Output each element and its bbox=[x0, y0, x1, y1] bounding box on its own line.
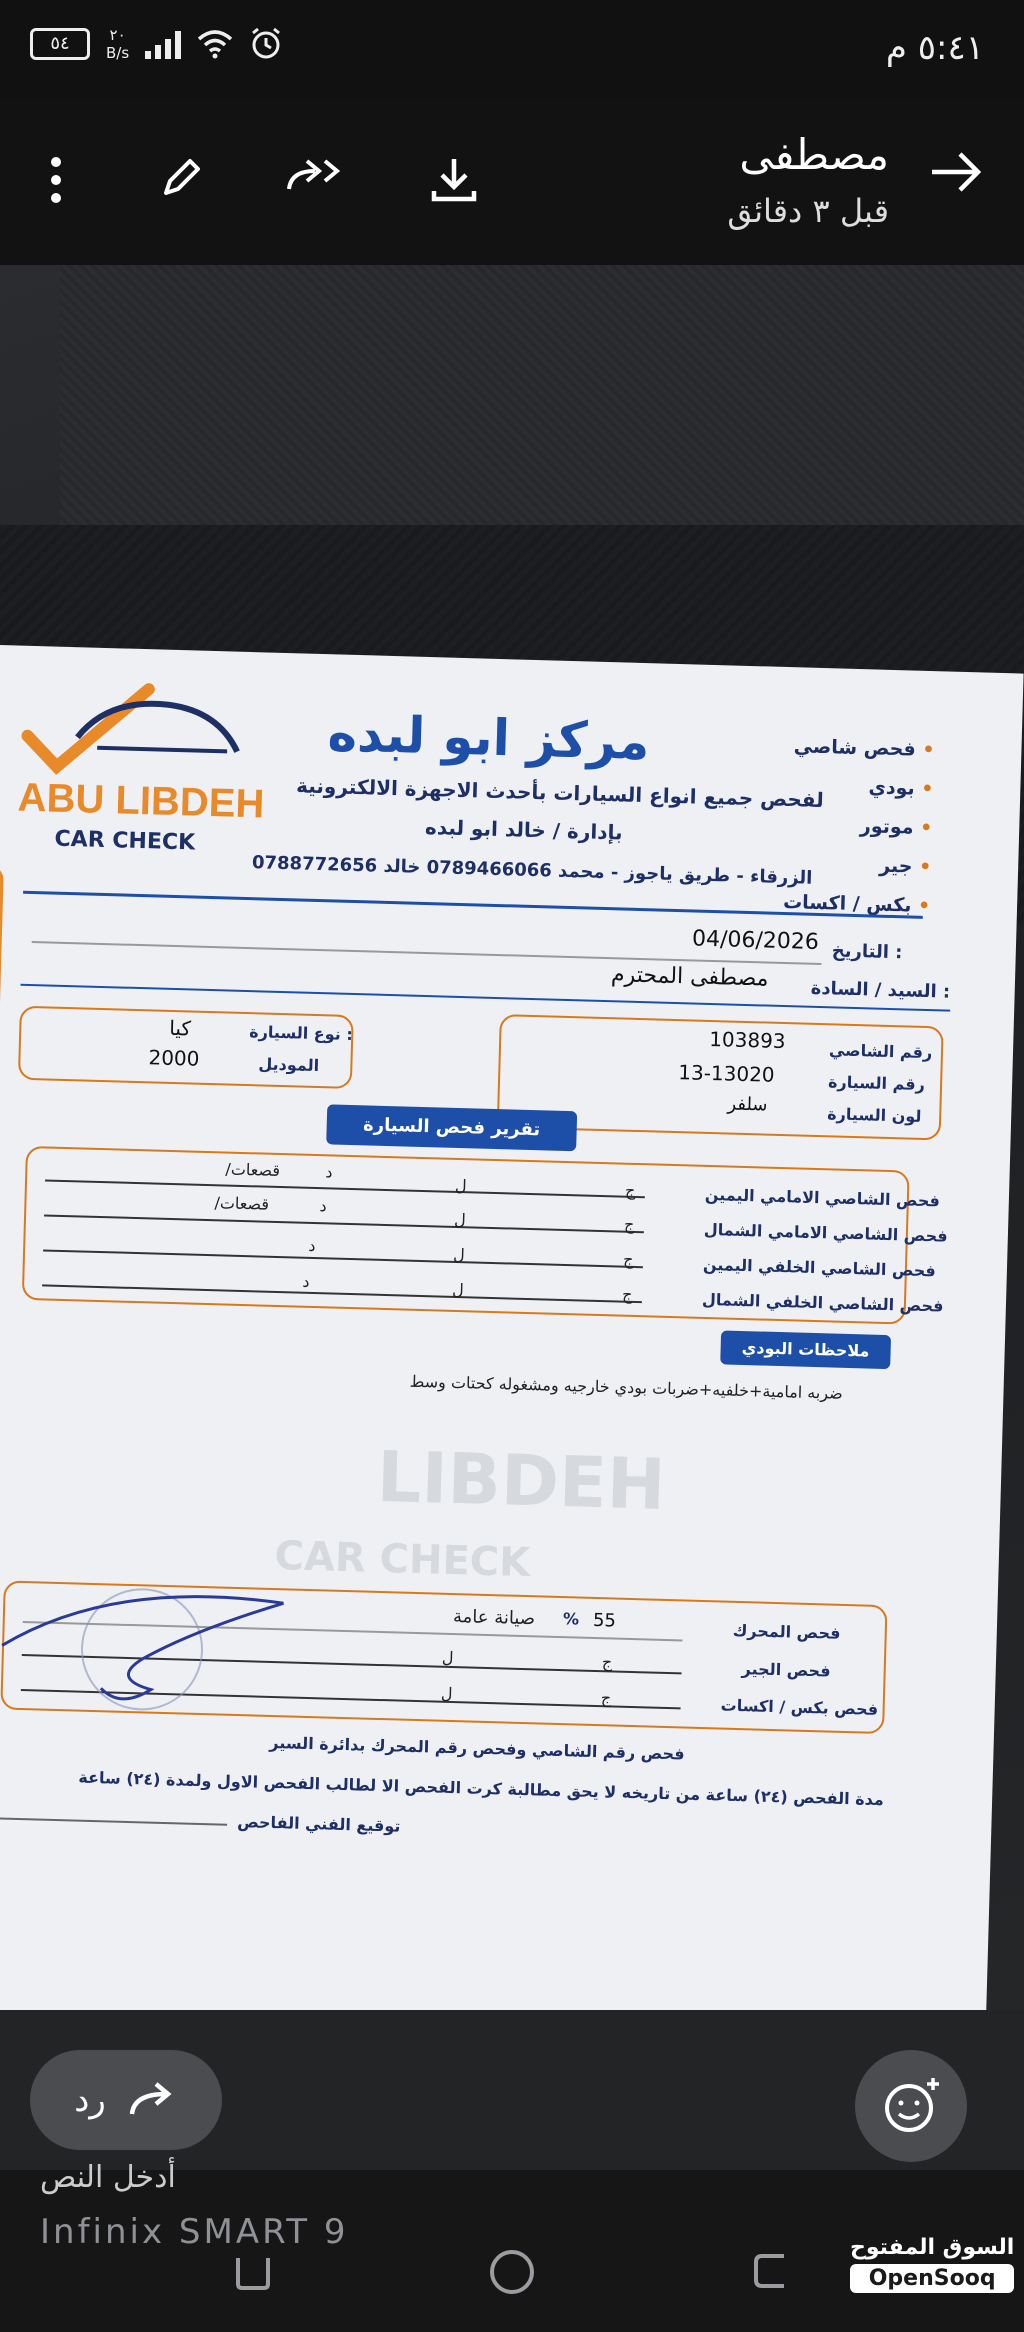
engine-note: صيانة عامة bbox=[452, 1606, 536, 1630]
nav-recents-icon[interactable] bbox=[748, 2248, 794, 2294]
report-title: تقرير فحص السيارة bbox=[326, 1104, 577, 1151]
footer-note-1: فحص رقم الشاصي وفحص رقم المحرك بدائرة السير bbox=[269, 1732, 685, 1764]
service-item: • جير bbox=[878, 854, 932, 879]
center-name: مركز ابو لبده bbox=[326, 704, 651, 772]
network-speed-unit: B/s bbox=[106, 44, 130, 62]
customer-value: مصطفى المحترم bbox=[610, 962, 769, 992]
engine-check-row: فحص بكس / اكسات ج ل bbox=[0, 645, 1024, 674]
mark-d: د bbox=[308, 1235, 316, 1256]
status-icons bbox=[30, 26, 283, 62]
footer-note-2: مدة الفحص (٢٤) ساعة من تاريخه لا يحق مطالبة كرت الفحص الا لطالب الفحص الاول ولمدة (٢٤) ساعة bbox=[78, 1767, 885, 1810]
message-input-hint[interactable]: أدخل النص bbox=[40, 2160, 176, 2195]
mark-j: ج bbox=[624, 1180, 636, 1200]
chassis-check-row: فحص الشاصي الخلفي الشمال ج ل د bbox=[0, 645, 1024, 674]
mark-l: ل bbox=[451, 1279, 465, 1300]
chassis-value: 103893 bbox=[708, 1026, 786, 1054]
device-brand-label: Infinix SMART 9 bbox=[40, 2212, 349, 2252]
check-note: /قصعات bbox=[214, 1193, 270, 1214]
mark-d: د bbox=[302, 1271, 310, 1291]
wifi-icon bbox=[197, 29, 233, 59]
reply-arrow-icon bbox=[128, 2082, 178, 2118]
car-color-value: سلفر bbox=[727, 1093, 768, 1116]
service-item: • بكس / اكسات bbox=[782, 890, 931, 918]
model-value: 2000 bbox=[148, 1045, 200, 1071]
mark-l: ل bbox=[452, 1244, 466, 1265]
status-time: ٥:٤١ م bbox=[885, 28, 984, 68]
mark-j: ج bbox=[622, 1249, 634, 1269]
service-item: • بودي bbox=[868, 776, 934, 801]
mark-d: د bbox=[325, 1162, 333, 1182]
center-management: بإدارة / خالد ابو لبده bbox=[424, 814, 623, 845]
center-description: لفحص جميع انواع السيارات بأحدث الاجهزة الالكترونية bbox=[295, 773, 825, 813]
opensooq-arabic: السوق المفتوح bbox=[850, 2235, 1015, 2260]
battery-icon: ٥٤ bbox=[30, 28, 90, 60]
signature-stamp bbox=[0, 1565, 304, 1734]
opensooq-english: OpenSooq bbox=[850, 2264, 1014, 2293]
back-arrow-icon[interactable] bbox=[928, 150, 984, 194]
mark-j: ج bbox=[600, 1688, 612, 1708]
inspection-report-paper bbox=[0, 645, 1024, 2010]
center-contact: الزرقاء - طريق ياجوز - محمد 0789466066 خالد 0788772656 bbox=[251, 852, 813, 889]
network-speed bbox=[106, 26, 129, 62]
model-label: الموديل bbox=[258, 1054, 320, 1076]
photo-content bbox=[0, 265, 1024, 2010]
signature-line bbox=[0, 1817, 227, 1825]
date-label: التاريخ : bbox=[831, 940, 903, 964]
network-speed-value: ٢٠ bbox=[109, 26, 126, 44]
nav-home-icon[interactable] bbox=[488, 2248, 536, 2296]
car-number-label: رقم السيارة bbox=[827, 1072, 926, 1094]
car-color-label: لون السيارة bbox=[826, 1104, 922, 1126]
status-bar bbox=[0, 0, 1024, 100]
message-time: قبل ٣ دقائق bbox=[727, 192, 889, 230]
emoji-button[interactable] bbox=[855, 2050, 967, 2162]
mark-d: د bbox=[319, 1196, 327, 1216]
car-type-label: نوع السيارة : bbox=[249, 1022, 354, 1044]
paper-watermark-sub: CAR CHECK bbox=[274, 1533, 531, 1587]
mark-l: ل bbox=[440, 1683, 453, 1704]
chassis-label: رقم الشاصي bbox=[828, 1040, 933, 1063]
engine-unit: % bbox=[562, 1609, 580, 1629]
chassis-check-row: فحص الشاصي الخلفي اليمين ج ل د bbox=[0, 645, 1024, 674]
paper-watermark: LIBDEH bbox=[375, 1435, 667, 1526]
media-viewer-header bbox=[0, 100, 1024, 265]
mark-l: ل bbox=[453, 1209, 467, 1230]
check-note: /قصعات bbox=[225, 1159, 281, 1181]
engine-value: 55 bbox=[592, 1609, 617, 1632]
body-notes: ضربه امامية+خلفيه+ضربات بودي خارجيه ومشغوله كحتات وسط bbox=[409, 1371, 844, 1403]
reply-button[interactable] bbox=[30, 2050, 222, 2150]
emoji-icon bbox=[855, 2050, 967, 2162]
mark-j: ج bbox=[621, 1284, 633, 1304]
signal-icon bbox=[145, 29, 181, 59]
mark-l: ل bbox=[441, 1647, 454, 1668]
signature-label: توقيع الفني الفاحص bbox=[236, 1812, 401, 1836]
engine-check-row: فحص المحرك 55 % صيانة عامة bbox=[0, 645, 1024, 674]
car-number-value: 13-13020 bbox=[678, 1060, 775, 1087]
nav-back-icon[interactable] bbox=[230, 2248, 276, 2294]
customer-label: السيد / السادة : bbox=[810, 977, 951, 1003]
body-notes-title: ملاحظات البودي bbox=[720, 1330, 891, 1369]
opensooq-watermark bbox=[850, 2235, 1014, 2293]
service-item: • فحص شاصي bbox=[793, 735, 935, 762]
car-type-value: كيا bbox=[169, 1015, 192, 1041]
alarm-icon bbox=[249, 27, 283, 61]
chassis-check-row: فحص الشاصي الامامي اليمين ج ل د /قصعات bbox=[0, 645, 1024, 674]
car-logo-icon bbox=[16, 676, 249, 782]
reply-label: رد bbox=[74, 2080, 106, 2120]
forward-icon[interactable] bbox=[285, 155, 347, 195]
chassis-check-row: فحص الشاصي الامامي الشمال ج ل د /قصعات bbox=[0, 645, 1024, 674]
logo-text: ABU LIBDEH bbox=[17, 775, 265, 827]
logo-subtext: CAR CHECK bbox=[54, 826, 196, 856]
more-icon[interactable] bbox=[48, 155, 64, 205]
sender-name: مصطفى bbox=[739, 130, 889, 179]
edit-icon[interactable] bbox=[160, 155, 204, 199]
mark-j: ج bbox=[623, 1214, 635, 1234]
date-value: 04/06/2026 bbox=[691, 926, 820, 955]
download-icon[interactable] bbox=[430, 155, 478, 205]
mark-j: ج bbox=[601, 1652, 613, 1672]
engine-check-row: فحص الجير ج ل bbox=[0, 645, 1024, 674]
service-item: • موتور bbox=[859, 815, 933, 840]
services-list bbox=[783, 727, 936, 926]
mark-l: ل bbox=[454, 1175, 467, 1196]
